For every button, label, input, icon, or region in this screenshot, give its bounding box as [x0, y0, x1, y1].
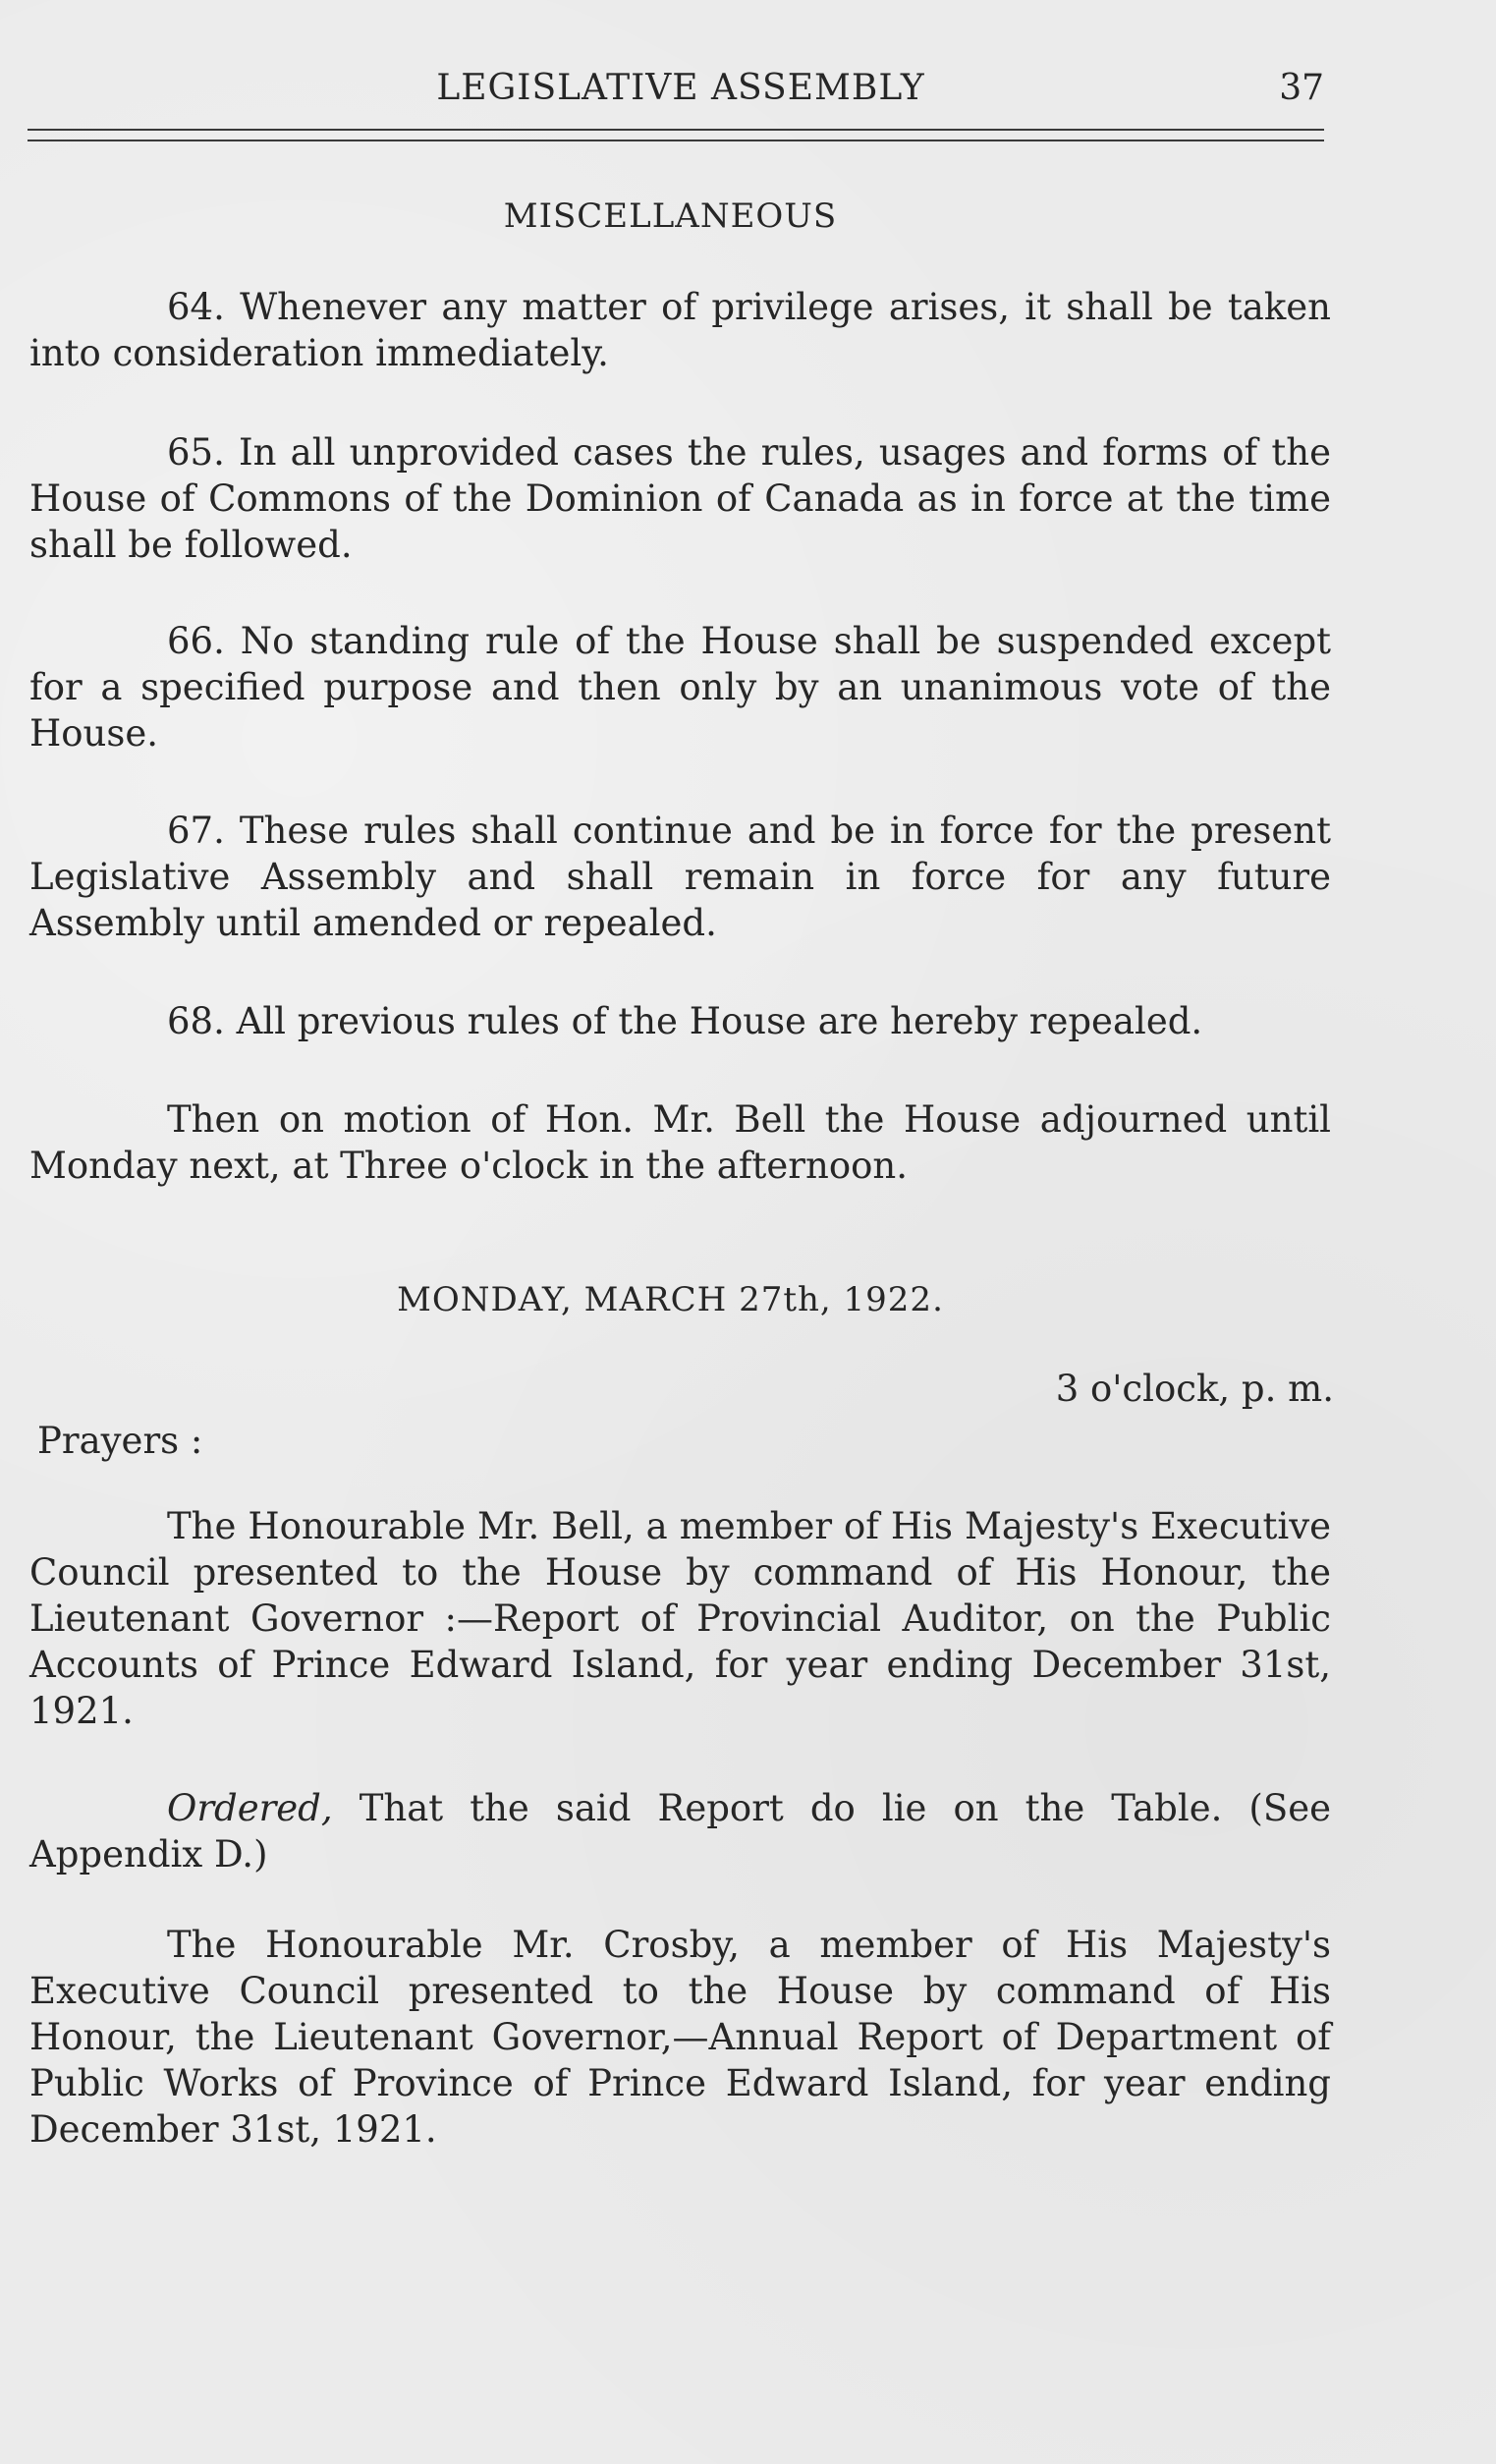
sitting-date-heading: MONDAY, MARCH 27th, 1922. — [397, 1280, 944, 1319]
proceeding-crosby-report: The Honourable Mr. Crosby, a member of His Majesty's Executive Council presented to the House by command of His Honour, the Lieutenant Governor,—Annual Report of Department of Public Works of Province of Prince Edward Island, for year ending December 31st, 1921. — [29, 1924, 1331, 2151]
sitting-time: 3 o'clock, p. m. — [1055, 1368, 1334, 1410]
rule-68: 68. All previous rules of the House are hereby repealed. — [167, 1000, 1203, 1042]
running-title: LEGISLATIVE ASSEMBLY — [436, 68, 925, 108]
ordered-rest: That the said Report do lie on the Table. (See Appendix D.) — [29, 1787, 1331, 1876]
proceeding-bell-report: The Honourable Mr. Bell, a member of His Majesty's Executive Council presented to the House by command of His Honour, the Lieutenant Governor :—Report of Provincial Auditor, on the Public Accounts of Prince Edward Island, for year ending December 31st, 1921. — [29, 1505, 1331, 1732]
rule-66: 66. No standing rule of the House shall be suspended except for a specified purpose and then only by an unanimous vote of the House. — [29, 620, 1331, 755]
header-rule-top — [28, 129, 1324, 131]
header-rule-bottom — [28, 140, 1324, 141]
section-title-miscellaneous: MISCELLANEOUS — [503, 196, 838, 236]
rule-64: 64. Whenever any matter of privilege arises, it shall be taken into consideration immediately. — [29, 286, 1331, 374]
adjournment-paragraph: Then on motion of Hon. Mr. Bell the House adjourned until Monday next, at Three o'clock in the afternoon. — [29, 1098, 1331, 1187]
rule-65: 65. In all unprovided cases the rules, usages and forms of the House of Commons of the Dominion of Canada as in force at the time shall be followed. — [29, 431, 1331, 566]
rule-67: 67. These rules shall continue and be in force for the present Legislative Assembly and shall remain in force for any future Assembly until amended or repealed. — [29, 810, 1331, 944]
page-number: 37 — [1279, 68, 1324, 108]
running-head — [28, 67, 1324, 122]
ordered-paragraph — [29, 1785, 1331, 1877]
ordered-lead: Ordered, — [167, 1787, 333, 1829]
prayers-label: Prayers : — [37, 1420, 203, 1462]
